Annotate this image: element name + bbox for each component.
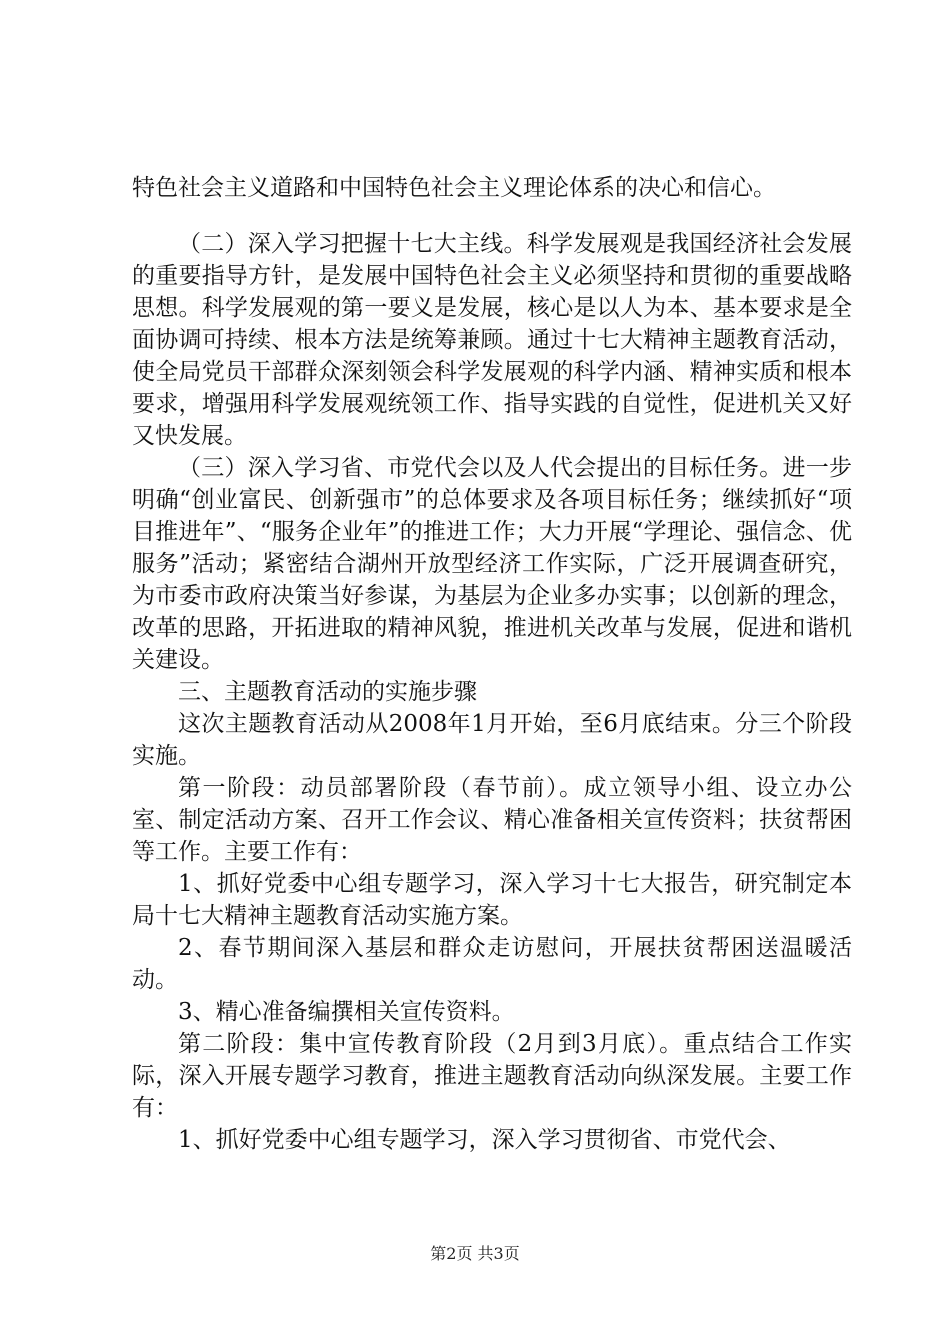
section-heading-implementation-steps: 三、主题教育活动的实施步骤 <box>178 679 477 705</box>
list-item-phase-one-3: 3、精心准备编撰相关宣传资料。 <box>178 999 515 1025</box>
paragraph-phase-two: 第二阶段：集中宣传教育阶段（2月到3月底）。重点结合工作实际，深入开展专题学习教育，推进主题教育活动向纵深发展。主要工作有： <box>132 1031 852 1121</box>
list-item-phase-two-1: 1、抓好党委中心组专题学习，深入学习贯彻省、市党代会、 <box>178 1127 791 1153</box>
page-footer: 第2页 共3页 <box>430 1244 520 1263</box>
paragraph-section-three: （三）深入学习省、市党代会以及人代会提出的目标任务。进一步明确“创业富民、创新强市”的总体要求及各项目标任务；继续抓好“项目推进年”、“服务企业年”的推进工作；大力开展“学理论、强信念、优服务”活动；紧密结合湖州开放型经济工作实际，广泛开展调查研究，为市委市政府决策当好参谋，为基层为企业多办实事；以创新的理念，改革的思路，开拓进取的精神风貌，推进机关改革与发展，促进和谐机关建设。 <box>132 455 852 673</box>
paragraph-continuation: 特色社会主义道路和中国特色社会主义理论体系的决心和信心。 <box>132 175 776 201</box>
list-item-phase-one-2: 2、春节期间深入基层和群众走访慰问，开展扶贫帮困送温暖活动。 <box>132 935 852 993</box>
paragraph-schedule: 这次主题教育活动从2008年1月开始，至6月底结束。分三个阶段实施。 <box>132 711 852 769</box>
paragraph-phase-one: 第一阶段：动员部署阶段（春节前）。成立领导小组、设立办公室、制定活动方案、召开工作会议、精心准备相关宣传资料；扶贫帮困等工作。主要工作有： <box>132 775 852 865</box>
document-body <box>132 172 852 1156</box>
paragraph-section-two: （二）深入学习把握十七大主线。科学发展观是我国经济社会发展的重要指导方针，是发展中国特色社会主义必须坚持和贯彻的重要战略思想。科学发展观的第一要义是发展，核心是以人为本、基本要求是全面协调可持续、根本方法是统筹兼顾。通过十七大精神主题教育活动，使全局党员干部群众深刻领会科学发展观的科学内涵、精神实质和根本要求，增强用科学发展观统领工作、指导实践的自觉性，促进机关又好又快发展。 <box>132 231 852 449</box>
list-item-phase-one-1: 1、抓好党委中心组专题学习，深入学习十七大报告，研究制定本局十七大精神主题教育活动实施方案。 <box>132 871 852 929</box>
